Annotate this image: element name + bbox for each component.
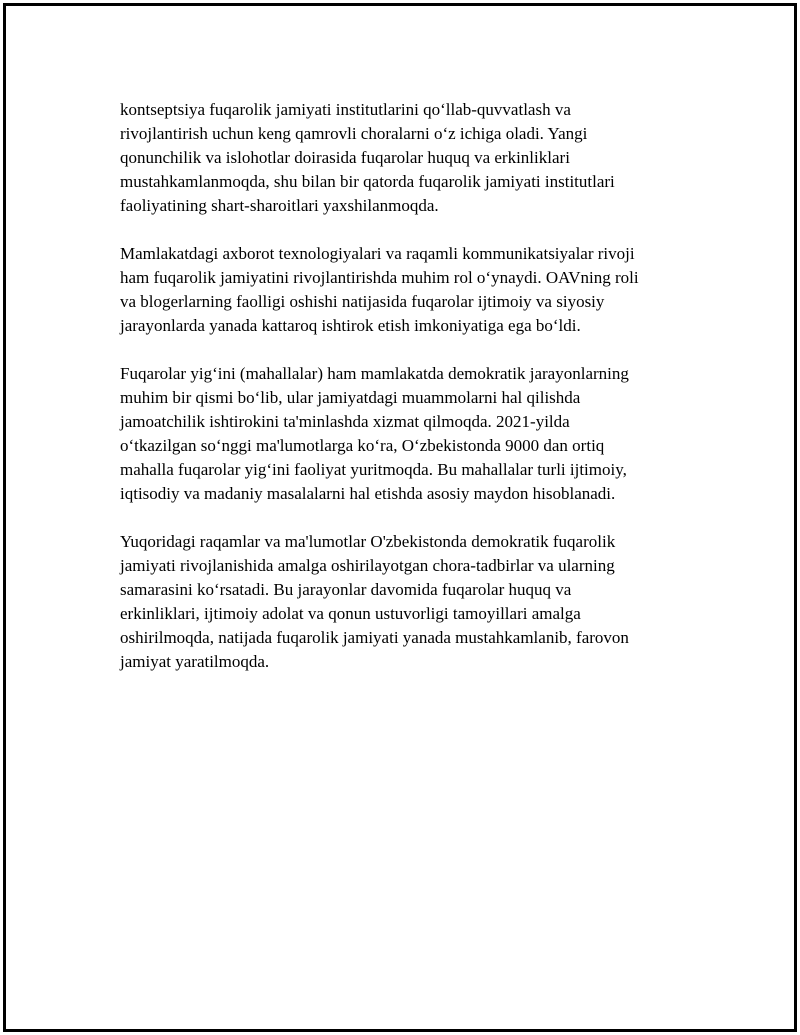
- document-page: [3, 3, 797, 1032]
- paragraph-1: kontseptsiya fuqarolik jamiyati institutlarini qo‘llab-quvvatlash va rivojlantirish uchun keng qamrovli choralarni o‘z ichiga oladi. Yangi qonunchilik va islohotlar doirasida fuqarolar huquq va erkinliklari mustahkamlanmoqda, shu bilan bir qatorda fuqarolik jamiyati institutlari faoliyatining shart-sharoitlari yaxshilanmoqda.: [120, 100, 615, 215]
- paragraph-2: Mamlakatdagi axborot texnologiyalari va raqamli kommunikatsiyalar rivoji ham fuqarolik jamiyatini rivojlantirishda muhim rol o‘ynaydi. OAVning roli va blogerlarning faolligi oshishi natijasida fuqarolar ijtimoiy va siyosiy jarayonlarda yanada kattaroq ishtirok etish imkoniyatiga ega bo‘ldi.: [120, 244, 639, 335]
- document-body: [120, 98, 690, 698]
- paragraph-4: Yuqoridagi raqamlar va ma'lumotlar O'zbekistonda demokratik fuqarolik jamiyati rivojlanishida amalga oshirilayotgan chora-tadbirlar va ularning samarasini ko‘rsatadi. Bu jarayonlar davomida fuqarolar huquq va erkinliklari, ijtimoiy adolat va qonun ustuvorligi tamoyillari amalga oshirilmoqda, natijada fuqarolik jamiyati yanada mustahkamlanib, farovon jamiyat yaratilmoqda.: [120, 532, 629, 671]
- paragraph-3: Fuqarolar yig‘ini (mahallalar) ham mamlakatda demokratik jarayonlarning muhim bir qismi bo‘lib, ular jamiyatdagi muammolarni hal qilishda jamoatchilik ishtirokini ta'minlashda xizmat qilmoqda. 2021-yilda o‘tkazilgan so‘nggi ma'lumotlarga ko‘ra, O‘zbekistonda 9000 dan ortiq mahalla fuqarolar yig‘ini faoliyat yuritmoqda. Bu mahallalar turli ijtimoiy, iqtisodiy va madaniy masalalarni hal etishda asosiy maydon hisoblanadi.: [120, 364, 629, 503]
